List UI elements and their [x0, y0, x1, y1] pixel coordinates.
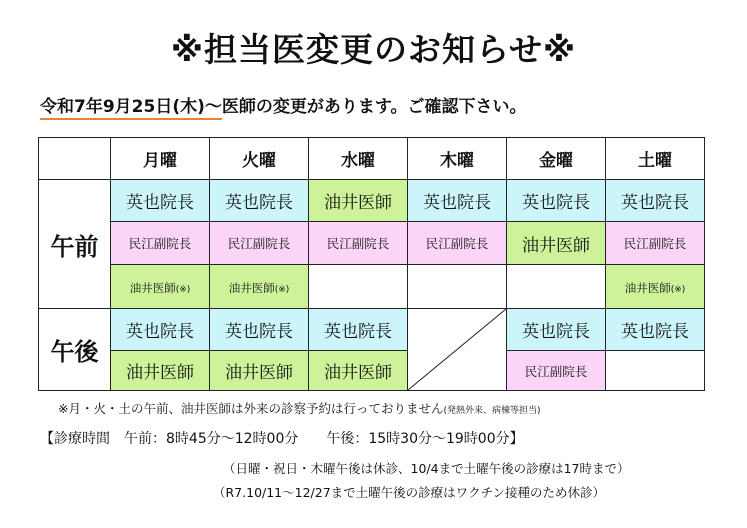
period-afternoon: 午後 [39, 309, 111, 391]
wed-am-vice: 民江副院長 [309, 222, 408, 265]
wed-am-empty [309, 265, 408, 309]
tue-am-vice: 民江副院長 [210, 222, 309, 265]
sat-am-aburai-noted: 油井医師(※) [606, 265, 705, 309]
thu-am-vice: 民江副院長 [408, 222, 507, 265]
morning-row-2 [39, 222, 705, 265]
fri-am-empty [507, 265, 606, 309]
period-morning: 午前 [39, 180, 111, 309]
morning-row-3 [39, 265, 705, 309]
corner-cell [39, 138, 111, 180]
mon-am-director: 英也院長 [111, 180, 210, 222]
tue-am-aburai-noted: 油井医師(※) [210, 265, 309, 309]
footnote-sub: (発熱外来、病棟等担当) [443, 406, 541, 416]
thu-am-empty [408, 265, 507, 309]
change-notice [40, 92, 527, 117]
tue-pm-director: 英也院長 [210, 309, 309, 351]
schedule-table [38, 137, 705, 391]
note-line-2: （R7.10/11～12/27まで土曜午後の診療はワクチン接種のため休診） [213, 485, 606, 500]
mon-am-aburai-noted: 油井医師(※) [111, 265, 210, 309]
afternoon-row-2 [39, 351, 705, 391]
sat-am-director: 英也院長 [606, 180, 705, 222]
notice-message: 医師の変更があります。ご確認下さい。 [221, 97, 527, 117]
fri-pm-vice: 民江副院長 [507, 351, 606, 391]
fri-pm-director: 英也院長 [507, 309, 606, 351]
day-header-tue: 火曜 [210, 138, 309, 180]
day-header-mon: 月曜 [111, 138, 210, 180]
sat-pm-director: 英也院長 [606, 309, 705, 351]
day-header-thu: 木曜 [408, 138, 507, 180]
wed-am-aburai: 油井医師 [309, 180, 408, 222]
fri-am-director: 英也院長 [507, 180, 606, 222]
hours-line: 【診療時間 午前：8時45分～12時00分 午後：15時30分～19時00分】 [40, 431, 524, 447]
notice-date: 令和7年9月25日(木)～ [40, 97, 222, 120]
note-line-1: （日曜・祝日・木曜午後は休診、10/4まで土曜午後の診療は17時まで） [223, 461, 630, 476]
wed-pm-aburai: 油井医師 [309, 351, 408, 391]
header-row [39, 138, 705, 180]
wed-pm-director: 英也院長 [309, 309, 408, 351]
thu-pm-closed [408, 309, 507, 391]
page-title: ※担当医変更のお知らせ※ [170, 30, 577, 69]
mon-pm-director: 英也院長 [111, 309, 210, 351]
footnote-main: ※月・火・土の午前、油井医師は外来の診察予約は行っておりません [58, 401, 444, 416]
mon-pm-aburai: 油井医師 [111, 351, 210, 391]
sat-pm-empty [606, 351, 705, 391]
tue-am-director: 英也院長 [210, 180, 309, 222]
fri-am-aburai: 油井医師 [507, 222, 606, 265]
day-header-wed: 水曜 [309, 138, 408, 180]
sat-am-vice: 民江副院長 [606, 222, 705, 265]
tue-pm-aburai: 油井医師 [210, 351, 309, 391]
afternoon-row-1 [39, 309, 705, 351]
thu-am-director: 英也院長 [408, 180, 507, 222]
morning-row-1 [39, 180, 705, 222]
diagonal-slash [408, 309, 506, 390]
footnote [58, 399, 541, 417]
mon-am-vice: 民江副院長 [111, 222, 210, 265]
day-header-sat: 土曜 [606, 138, 705, 180]
day-header-fri: 金曜 [507, 138, 606, 180]
